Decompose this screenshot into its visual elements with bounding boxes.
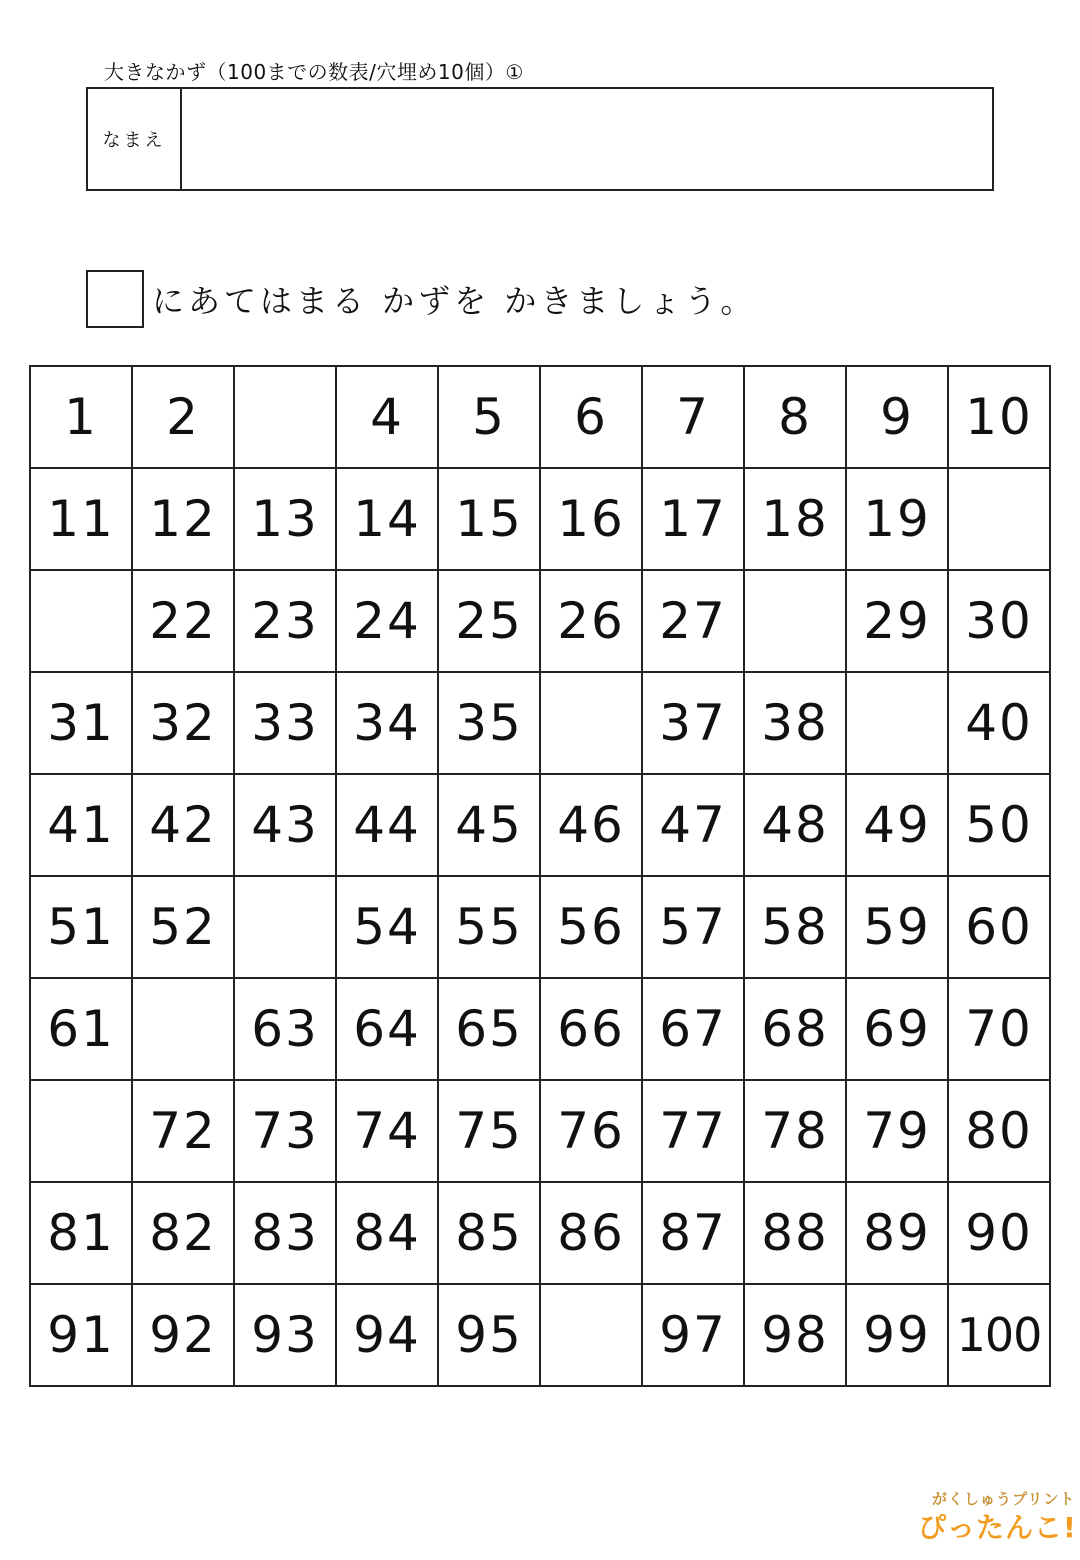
number-cell: 55 bbox=[438, 876, 540, 978]
number-cell: 77 bbox=[642, 1080, 744, 1182]
blank-cell[interactable] bbox=[540, 672, 642, 774]
number-cell: 1 bbox=[30, 366, 132, 468]
number-cell: 81 bbox=[30, 1182, 132, 1284]
grid-row bbox=[30, 468, 1050, 570]
number-cell: 37 bbox=[642, 672, 744, 774]
number-cell: 45 bbox=[438, 774, 540, 876]
number-cell: 46 bbox=[540, 774, 642, 876]
grid-row bbox=[30, 1284, 1050, 1386]
number-grid bbox=[29, 365, 1051, 1387]
name-label: なまえ bbox=[88, 89, 182, 189]
number-cell: 4 bbox=[336, 366, 438, 468]
number-cell: 50 bbox=[948, 774, 1050, 876]
number-cell: 92 bbox=[132, 1284, 234, 1386]
number-cell: 66 bbox=[540, 978, 642, 1080]
blank-cell[interactable] bbox=[234, 366, 336, 468]
number-cell: 98 bbox=[744, 1284, 846, 1386]
number-cell: 41 bbox=[30, 774, 132, 876]
number-cell: 97 bbox=[642, 1284, 744, 1386]
grid-row bbox=[30, 1080, 1050, 1182]
blank-cell[interactable] bbox=[744, 570, 846, 672]
number-cell: 27 bbox=[642, 570, 744, 672]
number-cell: 56 bbox=[540, 876, 642, 978]
number-cell: 79 bbox=[846, 1080, 948, 1182]
grid-row bbox=[30, 978, 1050, 1080]
blank-cell[interactable] bbox=[846, 672, 948, 774]
number-cell: 93 bbox=[234, 1284, 336, 1386]
grid-row bbox=[30, 366, 1050, 468]
number-cell: 40 bbox=[948, 672, 1050, 774]
number-cell: 58 bbox=[744, 876, 846, 978]
number-cell: 15 bbox=[438, 468, 540, 570]
number-cell: 7 bbox=[642, 366, 744, 468]
number-cell: 13 bbox=[234, 468, 336, 570]
number-cell: 61 bbox=[30, 978, 132, 1080]
number-cell: 63 bbox=[234, 978, 336, 1080]
number-cell: 8 bbox=[744, 366, 846, 468]
number-cell: 16 bbox=[540, 468, 642, 570]
number-cell: 12 bbox=[132, 468, 234, 570]
number-cell: 44 bbox=[336, 774, 438, 876]
number-cell: 94 bbox=[336, 1284, 438, 1386]
blank-cell[interactable] bbox=[540, 1284, 642, 1386]
number-cell: 85 bbox=[438, 1182, 540, 1284]
number-cell: 31 bbox=[30, 672, 132, 774]
number-cell: 14 bbox=[336, 468, 438, 570]
number-cell: 70 bbox=[948, 978, 1050, 1080]
number-cell: 90 bbox=[948, 1182, 1050, 1284]
number-cell: 48 bbox=[744, 774, 846, 876]
blank-cell[interactable] bbox=[132, 978, 234, 1080]
number-cell: 78 bbox=[744, 1080, 846, 1182]
number-cell: 76 bbox=[540, 1080, 642, 1182]
worksheet-title: 大きなかず（100までの数表/穴埋め10個）① bbox=[104, 60, 524, 84]
number-cell: 72 bbox=[132, 1080, 234, 1182]
blank-cell[interactable] bbox=[948, 468, 1050, 570]
number-cell: 33 bbox=[234, 672, 336, 774]
number-cell: 86 bbox=[540, 1182, 642, 1284]
number-cell: 32 bbox=[132, 672, 234, 774]
number-cell: 89 bbox=[846, 1182, 948, 1284]
number-cell: 80 bbox=[948, 1080, 1050, 1182]
number-cell: 100 bbox=[948, 1284, 1050, 1386]
number-cell: 59 bbox=[846, 876, 948, 978]
blank-cell[interactable] bbox=[234, 876, 336, 978]
number-cell: 6 bbox=[540, 366, 642, 468]
number-cell: 47 bbox=[642, 774, 744, 876]
number-cell: 30 bbox=[948, 570, 1050, 672]
number-cell: 34 bbox=[336, 672, 438, 774]
number-cell: 26 bbox=[540, 570, 642, 672]
number-cell: 83 bbox=[234, 1182, 336, 1284]
number-cell: 68 bbox=[744, 978, 846, 1080]
number-cell: 25 bbox=[438, 570, 540, 672]
number-cell: 87 bbox=[642, 1182, 744, 1284]
number-cell: 65 bbox=[438, 978, 540, 1080]
number-cell: 11 bbox=[30, 468, 132, 570]
number-cell: 75 bbox=[438, 1080, 540, 1182]
grid-row bbox=[30, 570, 1050, 672]
grid-row bbox=[30, 774, 1050, 876]
number-cell: 82 bbox=[132, 1182, 234, 1284]
number-cell: 51 bbox=[30, 876, 132, 978]
number-cell: 17 bbox=[642, 468, 744, 570]
name-box bbox=[86, 87, 994, 191]
number-cell: 69 bbox=[846, 978, 948, 1080]
number-cell: 52 bbox=[132, 876, 234, 978]
number-cell: 64 bbox=[336, 978, 438, 1080]
brand-logo bbox=[918, 1488, 1077, 1544]
number-cell: 88 bbox=[744, 1182, 846, 1284]
number-cell: 95 bbox=[438, 1284, 540, 1386]
number-cell: 74 bbox=[336, 1080, 438, 1182]
number-cell: 54 bbox=[336, 876, 438, 978]
number-cell: 67 bbox=[642, 978, 744, 1080]
logo-main-text: ぴったんこ! bbox=[918, 1511, 1077, 1544]
number-cell: 60 bbox=[948, 876, 1050, 978]
number-cell: 35 bbox=[438, 672, 540, 774]
number-cell: 5 bbox=[438, 366, 540, 468]
number-cell: 18 bbox=[744, 468, 846, 570]
number-cell: 22 bbox=[132, 570, 234, 672]
instruction-text: にあてはまる かずを かきましょう。 bbox=[152, 282, 757, 320]
number-cell: 10 bbox=[948, 366, 1050, 468]
grid-row bbox=[30, 876, 1050, 978]
logo-top-text: がくしゅうプリント bbox=[932, 1490, 1076, 1508]
number-cell: 73 bbox=[234, 1080, 336, 1182]
blank-cell[interactable] bbox=[30, 1080, 132, 1182]
grid-row bbox=[30, 1182, 1050, 1284]
number-cell: 9 bbox=[846, 366, 948, 468]
number-cell: 2 bbox=[132, 366, 234, 468]
grid-row bbox=[30, 672, 1050, 774]
number-cell: 23 bbox=[234, 570, 336, 672]
number-cell: 19 bbox=[846, 468, 948, 570]
number-cell: 49 bbox=[846, 774, 948, 876]
number-cell: 42 bbox=[132, 774, 234, 876]
blank-cell[interactable] bbox=[30, 570, 132, 672]
number-cell: 84 bbox=[336, 1182, 438, 1284]
number-cell: 24 bbox=[336, 570, 438, 672]
number-cell: 29 bbox=[846, 570, 948, 672]
instruction-blank-box-example bbox=[86, 270, 144, 328]
name-field[interactable] bbox=[182, 89, 992, 189]
number-cell: 57 bbox=[642, 876, 744, 978]
number-cell: 99 bbox=[846, 1284, 948, 1386]
number-cell: 91 bbox=[30, 1284, 132, 1386]
number-cell: 38 bbox=[744, 672, 846, 774]
number-cell: 43 bbox=[234, 774, 336, 876]
